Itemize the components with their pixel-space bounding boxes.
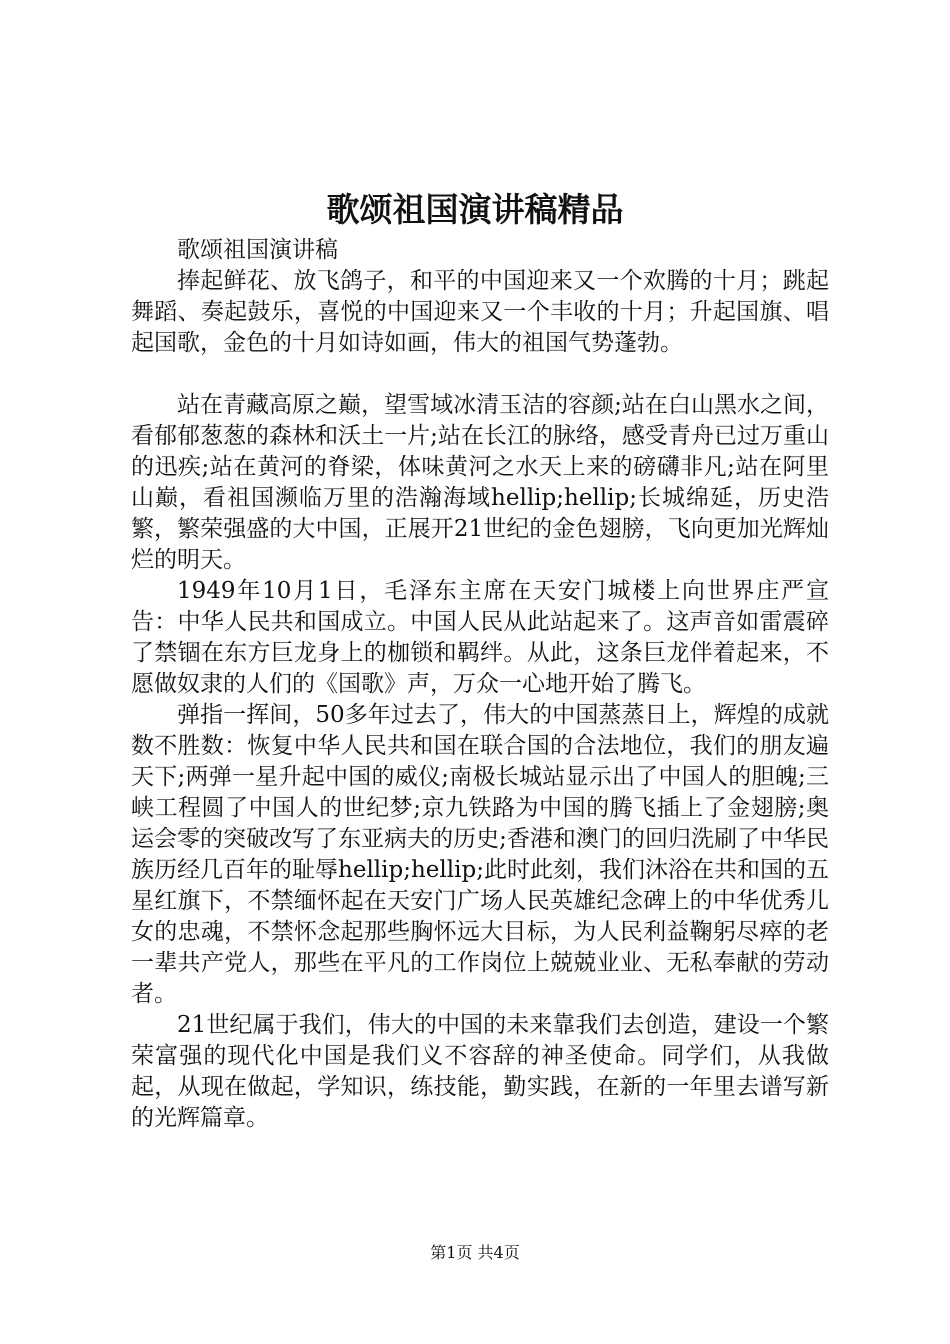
- paragraph: 1949年10月1日，毛泽东主席在天安门城楼上向世界庄严宣告：中华人民共和国成立。中国人民从此站起来了。这声音如雷震碎了禁锢在东方巨龙身上的枷锁和羁绊。从此，这条巨龙伴着起来，不愿做奴隶的人们的《国歌》声，万众一心地开始了腾飞。: [131, 578, 829, 697]
- paragraph: 弹指一挥间，50多年过去了，伟大的中国蒸蒸日上，辉煌的成就数不胜数：恢复中华人民共和国在联合国的合法地位，我们的朋友遍天下;两弹一星升起中国的威仪;南极长城站显示出了中国人的胆魄;三峡工程圆了中国人的世纪梦;京九铁路为中国的腾飞插上了金翅膀;奥运会零的突破改写了东亚病夫的历史;香港和澳门的回归洗刷了中华民族历经几百年的耻辱hellip;hellip;此时此刻，我们沐浴在共和国的五星红旗下，不禁缅怀起在天安门广场人民英雄纪念碑上的中华优秀儿女的忠魂，不禁怀念起那些胸怀远大目标，为人民利益鞠躬尽瘁的老一辈共产党人，那些在平凡的工作岗位上兢兢业业、无私奉献的劳动者。: [131, 702, 829, 1007]
- document-body: [131, 235, 829, 1134]
- paragraph-gap: [131, 359, 829, 390]
- document-title: 歌颂祖国演讲稿精品: [326, 190, 624, 229]
- paragraph: 站在青藏高原之巅，望雪域冰清玉洁的容颜;站在白山黑水之间，看郁郁葱葱的森林和沃土一片;站在长江的脉络，感受青舟已过万重山的迅疾;站在黄河的脊梁，体味黄河之水天上来的磅礴非凡;站在阿里山巅，看祖国濒临万里的浩瀚海域hellip;hellip;长城绵延，历史浩繁，繁荣强盛的大中国，正展开21世纪的金色翅膀，飞向更加光辉灿烂的明天。: [131, 392, 829, 573]
- paragraph: 21世纪属于我们，伟大的中国的未来靠我们去创造，建设一个繁荣富强的现代化中国是我们义不容辞的神圣使命。同学们，从我做起，从现在做起，学知识，练技能，勤实践，在新的一年里去谱写新的光辉篇章。: [131, 1012, 829, 1131]
- document-subtitle: 歌颂祖国演讲稿: [177, 237, 338, 263]
- paragraph: 捧起鲜花、放飞鸽子，和平的中国迎来又一个欢腾的十月；跳起舞蹈、奏起鼓乐，喜悦的中国迎来又一个丰收的十月；升起国旗、唱起国歌，金色的十月如诗如画，伟大的祖国气势蓬勃。: [131, 268, 829, 356]
- page-number: 第1页 共4页: [430, 1243, 520, 1262]
